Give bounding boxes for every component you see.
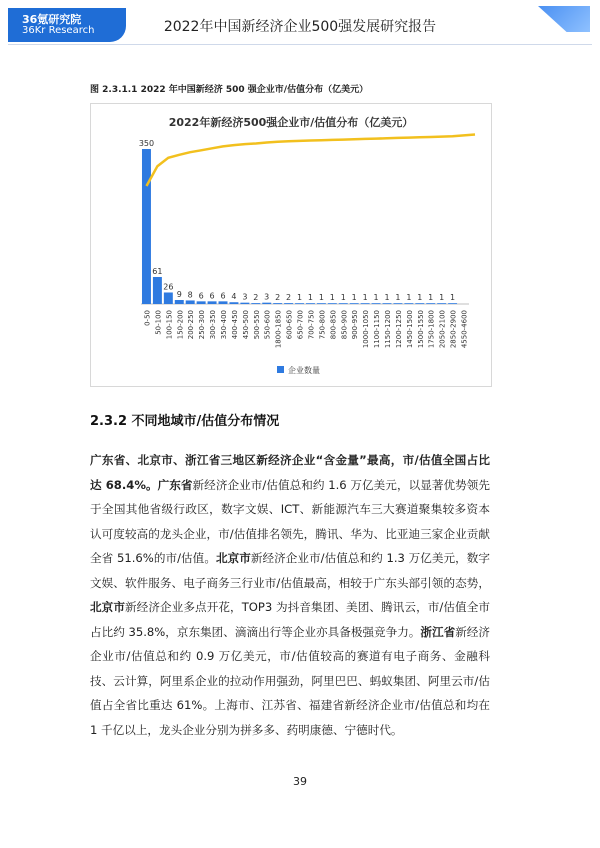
data-label-26: 1 [428,293,434,303]
body-paragraph [90,448,490,742]
bar-17 [328,303,337,304]
x-tick-label-17: 800-850 [329,310,338,340]
x-tick-label-13: 600-650 [285,310,294,340]
x-tick-label-14: 650-700 [296,310,305,340]
x-tick-label-26: 1750-1800 [427,310,436,349]
figure-caption: 图 2.3.1.1 2022 年中国新经济 500 强企业市/估值分布（亿美元） [90,85,369,95]
legend-label: 企业数量 [288,366,320,375]
data-label-5: 6 [198,291,204,301]
bar-3 [175,300,184,304]
x-tick-label-8: 400-450 [230,310,239,340]
data-label-18: 1 [340,293,346,303]
x-tick-label-23: 1200-1250 [394,310,403,349]
data-label-17: 1 [329,293,335,303]
logo-text-cn: 36氪研究院 [22,13,82,26]
data-label-7: 6 [220,291,226,301]
x-tick-label-19: 900-950 [351,310,360,340]
beijing-text: 新经济企业市/估值总和约 1.3 万亿美元，数字文娱、软件服务、电子商务三行业市/估值最高，相较于广东头部引领的态势， [90,551,490,590]
data-label-23: 1 [395,293,401,303]
bar-14 [295,303,304,304]
x-tick-label-18: 850-900 [340,310,349,340]
x-tick-label-6: 300-350 [209,310,218,340]
section-heading: 2.3.2 不同地域市/估值分布情况 [90,414,280,429]
region-beijing: 北京市 [215,551,251,565]
bar-10 [251,303,260,304]
data-label-13: 2 [286,293,292,303]
data-label-19: 1 [351,293,357,303]
bar-4 [186,300,195,304]
data-label-11: 3 [264,292,270,302]
data-label-24: 1 [406,293,412,303]
bar-28 [448,303,457,304]
paragraph-lead: 广东省、北京市、浙江省三地区新经济企业“含金量”最高，市/估值全国占比达 68.4%。 [90,453,490,492]
corner-decoration [538,6,590,32]
data-label-15: 1 [307,293,314,303]
bar-12 [273,303,282,304]
bar-20 [361,303,370,304]
bar-27 [437,303,446,304]
zhejiang-text: 新经济企业市/估值总和约 0.9 万亿美元，市/估值较高的赛道有电子商务、金融科技、云计算，阿里系企业的拉动作用强劲，阿里巴巴、蚂蚁集团、阿里云市/估值占全省比重达 61%。上海市、江苏省、福建省新经济企业市/估值总和均在 1 千亿以上，龙头企业分别为拼多多、药明康德、宁德时代。 [90,624,490,737]
data-label-28: 1 [450,293,456,303]
data-label-25: 1 [417,293,423,303]
x-tick-label-12: 1800-1850 [274,310,283,349]
data-label-21: 1 [373,293,379,303]
bar-13 [284,303,293,304]
bar-9 [240,303,249,304]
data-label-16: 1 [318,293,324,303]
chart-frame [90,103,492,387]
legend-swatch [277,366,284,373]
x-tick-label-2: 100-150 [165,310,174,340]
valuation-distribution-chart [91,104,491,386]
bar-22 [383,303,392,304]
bar-15 [306,303,315,304]
x-tick-label-4: 200-250 [187,310,196,340]
x-tick-label-21: 1100-1150 [373,310,382,349]
header-divider [8,44,592,45]
x-tick-label-22: 1150-1200 [384,310,392,349]
data-label-8: 4 [231,292,237,302]
bar-11 [262,303,271,304]
x-tick-label-0: 0-50 [143,310,152,326]
bar-16 [317,303,326,304]
x-tick-label-7: 350-400 [220,310,228,340]
bar-6 [208,301,217,304]
x-tick-label-28: 2850-2900 [449,310,458,349]
data-label-10: 2 [253,293,259,303]
data-label-0: 350 [138,139,155,148]
page-number: 39 [293,775,307,788]
beijing-text-2: 新经济企业多点开花，TOP3 为抖音集团、美团、腾讯云，市/估值全市占比约 35.8%，京东集团、滴滴出行等企业亦具备极强竞争力。 [90,600,490,639]
bar-23 [393,303,402,304]
cumulative-line [147,135,476,187]
x-tick-label-3: 150-200 [176,310,185,340]
data-label-1: 61 [152,266,163,276]
bar-7 [219,301,228,304]
data-label-27: 1 [439,293,445,303]
data-label-4: 8 [187,290,193,300]
x-tick-label-10: 500-550 [252,310,261,340]
bar-21 [372,303,381,304]
data-label-6: 6 [209,291,215,301]
data-label-20: 1 [362,293,368,303]
data-label-2: 26 [163,282,174,292]
bar-8 [229,302,238,304]
bar-26 [426,303,435,304]
x-tick-label-20: 1000-1050 [362,310,371,349]
x-tick-label-27: 2050-2100 [438,310,447,349]
x-tick-label-9: 450-500 [241,310,250,340]
region-zhejiang: 浙江省 [420,624,456,639]
bar-2 [164,292,173,304]
x-tick-label-15: 700-750 [307,310,316,340]
data-label-3: 9 [176,290,182,300]
data-label-9: 3 [242,292,248,302]
chart-title: 2022年新经济500强企业市/估值分布（亿美元） [168,116,414,129]
bar-18 [339,303,348,304]
x-tick-label-24: 1450-1500 [405,310,414,349]
x-tick-label-25: 1500-1550 [416,310,425,349]
x-tick-label-5: 250-300 [198,310,207,340]
guangdong-text: 新经济企业市/估值总和约 1.6 万亿美元，以显著优势领先于全国其他省级行政区，数字文娱、ICT、新能源汽车三大赛道聚集较多资本认可度较高的龙头企业，市/估值排名领先，腾讯、华为、比亚迪三家企业贡献全省 51.6%的市/估值。 [90,477,490,565]
x-tick-label-16: 750-800 [318,310,327,340]
logo-text-en: 36Kr Research [22,25,95,36]
bar-1 [153,277,162,304]
bar-0 [142,149,151,304]
bar-25 [415,303,424,304]
data-label-14: 1 [296,293,303,303]
x-tick-label-1: 50-100 [154,310,163,335]
region-guangdong: 广东省 [157,477,193,492]
region-beijing-2: 北京市 [90,600,126,614]
bar-19 [350,303,359,304]
data-label-22: 1 [384,293,390,303]
report-title: 2022年中国新经济企业500强发展研究报告 [163,19,437,35]
x-tick-label-11: 550-600 [263,310,272,340]
data-label-12: 2 [275,293,281,303]
bar-24 [404,303,413,304]
x-tick-label-29: 4550-4600 [460,310,469,349]
bar-5 [197,301,206,304]
